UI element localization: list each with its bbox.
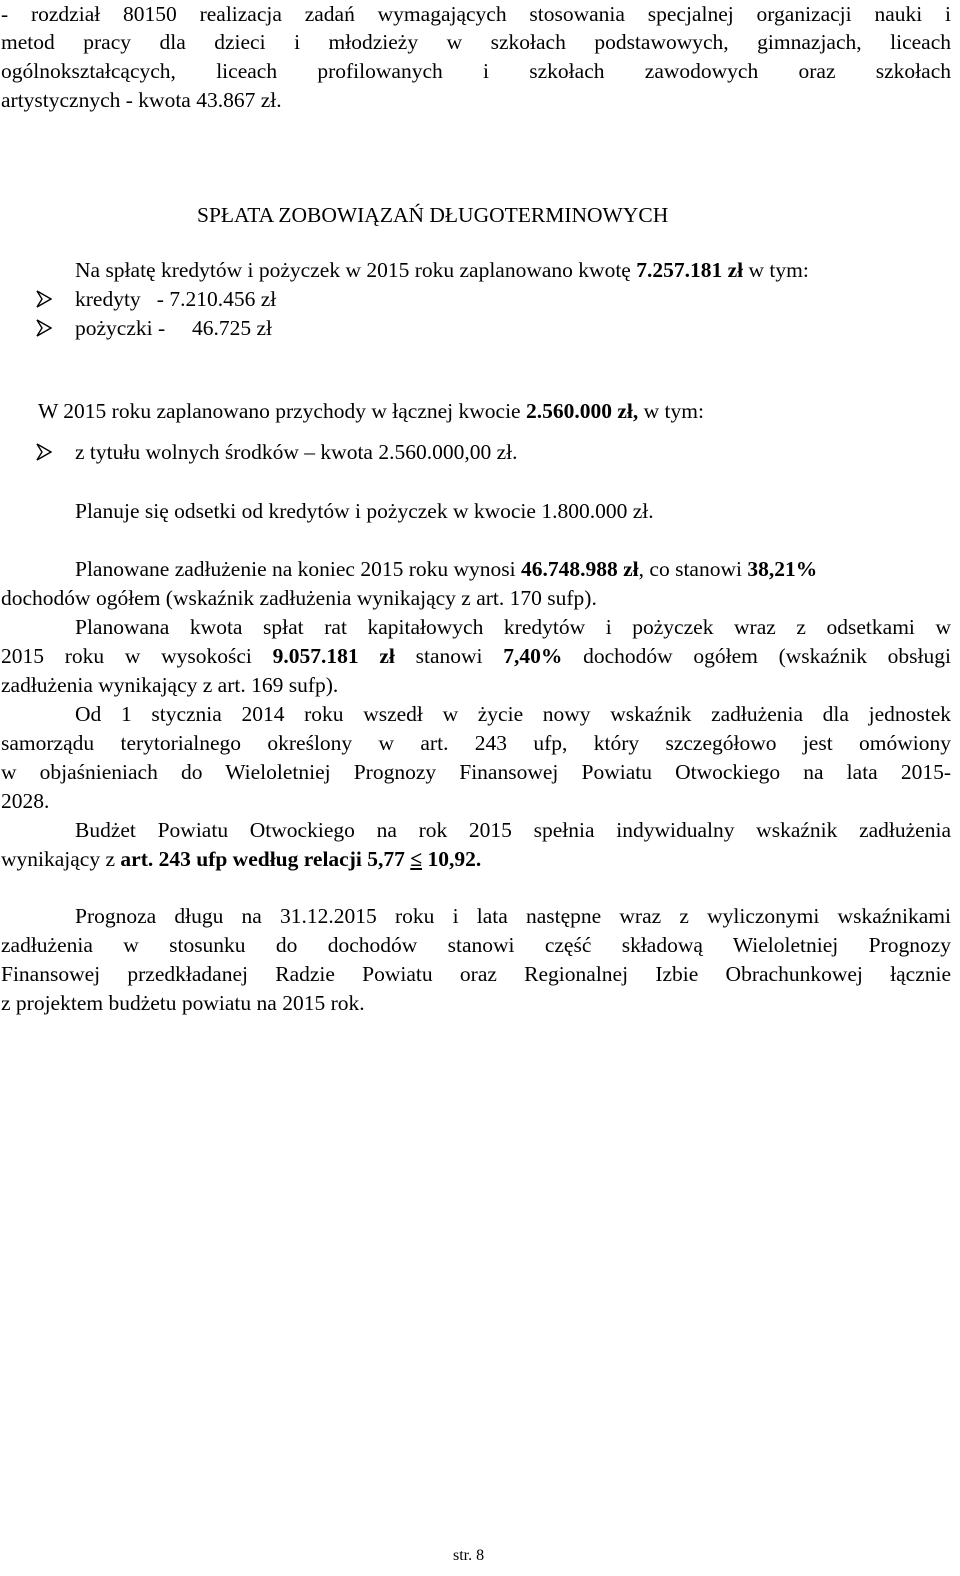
repayment-text: Na spłatę kredytów i pożyczek w 2015 roku zaplanowano kwotę — [75, 258, 637, 282]
debt-line-1 — [75, 555, 817, 584]
debt-line-2: dochodów ogółem (wskaźnik zadłużenia wynikający z art. 170 sufp). — [1, 586, 597, 610]
arrowhead-bullet-icon — [36, 318, 52, 338]
repayment-suffix: w tym: — [743, 258, 809, 282]
service-ratio: 7,40% — [503, 644, 563, 668]
debt-line-7: samorządu terytorialnego określony w art. 243 ufp, który szczegółowo jest omówiony — [1, 731, 951, 755]
interest-paragraph: Planuje się odsetki od kredytów i pożyczek w kwocie 1.800.000 zł. — [75, 499, 654, 523]
income-text: W 2015 roku zaplanowano przychody w łącznej kwocie — [38, 399, 526, 423]
debt-text: Planowane zadłużenie na koniec 2015 roku wynosi — [75, 557, 521, 581]
forecast-line-2: zadłużenia w stosunku do dochodów stanowi część składową Wieloletniej Prognozy — [1, 933, 951, 957]
arrowhead-bullet-icon — [36, 442, 52, 462]
income-item-free-funds: z tytułu wolnych środków – kwota 2.560.000,00 zł. — [75, 440, 518, 464]
forecast-line-4: z projektem budżetu powiatu na 2015 rok. — [1, 991, 365, 1015]
debt-line-5: zadłużenia wynikający z art. 169 sufp). — [1, 673, 339, 697]
intro-line-1: - rozdział 80150 realizacja zadań wymagających stosowania specjalnej organizacji nauki i — [1, 2, 951, 26]
income-suffix: w tym: — [638, 399, 704, 423]
debt-amount: 46.748.988 zł — [521, 557, 639, 581]
service-text-end: dochodów ogółem (wskaźnik obsługi — [562, 644, 951, 668]
forecast-line-3: Finansowej przedkładanej Radzie Powiatu oraz Regionalnej Izbie Obrachunkowej łącznie — [1, 962, 951, 986]
page-number: str. 8 — [453, 1547, 485, 1564]
forecast-line-1: Prognoza długu na 31.12.2015 roku i lata następne wraz z wyliczonymi wskaźnikami — [75, 904, 951, 928]
less-equal-sign: ≤ — [410, 847, 423, 871]
repayment-paragraph — [75, 256, 809, 285]
repayment-item-loans: pożyczki - 46.725 zł — [75, 316, 273, 340]
income-amount: 2.560.000 zł, — [525, 399, 639, 423]
debt-line-8: w objaśnieniach do Wieloletniej Prognozy Finansowej Powiatu Otwockiego na lata 2015- — [1, 760, 951, 784]
debt-line-3: Planowana kwota spłat rat kapitałowych kredytów i pożyczek wraz z odsetkami w — [75, 615, 951, 639]
intro-line-2: metod pracy dla dzieci i młodzieży w szkołach podstawowych, gimnazjach, liceach — [1, 30, 951, 54]
debt-line-4 — [1, 642, 951, 671]
income-paragraph — [38, 397, 704, 426]
intro-line-3: ogólnokształcących, liceach profilowanych i szkołach zawodowych oraz szkołach — [1, 59, 951, 83]
debt-line-9: 2028. — [1, 789, 50, 813]
indicator-limit: 10,92. — [422, 847, 482, 871]
debt-text-mid: , co stanowi — [638, 557, 748, 581]
arrowhead-bullet-icon — [36, 289, 52, 309]
section-heading: SPŁATA ZOBOWIĄZAŃ DŁUGOTERMINOWYCH — [197, 203, 669, 227]
service-text: 2015 roku w wysokości — [1, 644, 273, 668]
debt-line-6: Od 1 stycznia 2014 roku wszedł w życie nowy wskaźnik zadłużenia dla jednostek — [75, 702, 951, 726]
repayment-item-credits: kredyty - 7.210.456 zł — [75, 287, 277, 311]
service-text-mid: stanowi — [394, 644, 504, 668]
repayment-amount: 7.257.181 zł — [636, 258, 744, 282]
debt-line-10: Budżet Powiatu Otwockiego na rok 2015 spełnia indywidualny wskaźnik zadłużenia — [75, 818, 951, 842]
indicator-text: wynikający z — [1, 847, 121, 871]
intro-line-4: artystycznych - kwota 43.867 zł. — [1, 88, 282, 112]
debt-line-11 — [1, 845, 481, 874]
service-amount: 9.057.181 zł — [272, 644, 395, 668]
debt-ratio: 38,21% — [747, 557, 818, 581]
indicator-relation: art. 243 ufp według relacji 5,77 — [120, 847, 411, 871]
